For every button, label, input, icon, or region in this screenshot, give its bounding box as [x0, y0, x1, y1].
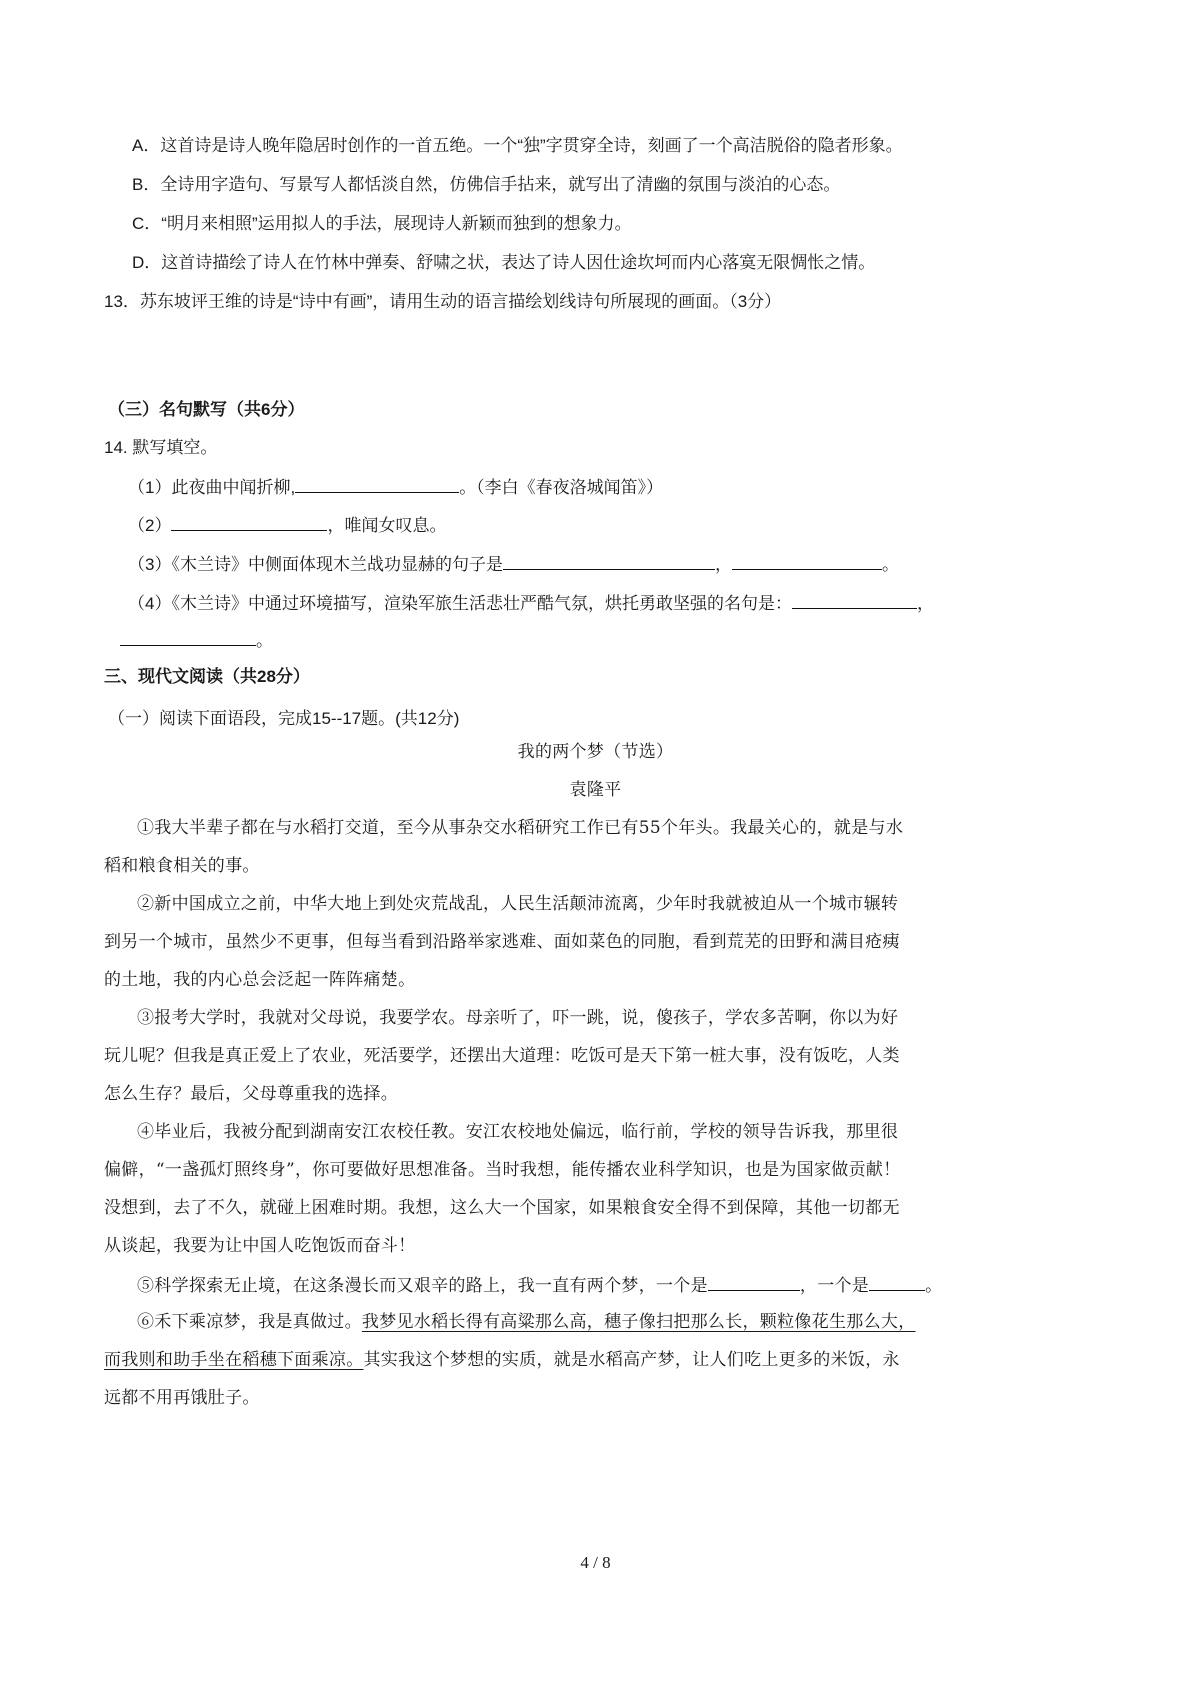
paragraph-6-line-3: 远都不用再饿肚子。 — [104, 1388, 260, 1408]
q14-item-1 — [128, 474, 663, 500]
question-13: 13．苏东坡评王维的诗是“诗中有画”，请用生动的语言描绘划线诗句所展现的画面。（3分） — [104, 292, 782, 311]
q14-item-3-end: 。 — [881, 555, 899, 574]
paragraph-3-line-1: ③报考大学时，我就对父母说，我要学农。母亲听了，吓一跳，说，傻孩子，学农多苦啊，你以为好 — [137, 1008, 899, 1028]
q14-blank-3b[interactable] — [732, 551, 882, 570]
part-3-subtitle: （一）阅读下面语段，完成15--17题。(共12分) — [108, 709, 460, 728]
paragraph-5-end: 。 — [925, 1276, 943, 1296]
article-title: 我的两个梦（节选） — [517, 742, 674, 762]
underlined-sentence-part-2: 而我则和助手坐在稻穗下面乘凉。 — [104, 1350, 364, 1370]
question-14-title: 14. 默写填空。 — [104, 438, 218, 457]
q14-blank-4a[interactable] — [792, 590, 917, 609]
page-number: 4 / 8 — [580, 1553, 611, 1572]
paragraph-2-line-3: 的土地，我的内心总会泛起一阵阵痛楚。 — [104, 970, 416, 990]
q14-item-4-text: （4）《木兰诗》中通过环境描写，渲染军旅生活悲壮严酷气氛，烘托勇敢坚强的名句是： — [128, 594, 792, 613]
paragraph-6-line-1 — [137, 1310, 916, 1334]
paragraph-2-line-2: 到另一个城市，虽然少不更事，但每当看到沿路举家逃难、面如菜色的同胞，看到荒芜的田野和满目疮痍 — [104, 932, 900, 952]
option-b: B．全诗用字造句、写景写人都恬淡自然，仿佛信手拈来，就写出了清幽的氛围与淡泊的心态。 — [132, 175, 841, 194]
q14-blank-4b[interactable] — [120, 627, 256, 646]
article-author: 袁隆平 — [569, 780, 622, 800]
dream-blank-2[interactable] — [869, 1272, 925, 1291]
q14-item-3-mid: ， — [714, 555, 732, 574]
paragraph-6-line-1-a: ⑥禾下乘凉梦，我是真做过。 — [137, 1312, 362, 1332]
option-c: C．“明月来相照”运用拟人的手法，展现诗人新颖而独到的想象力。 — [132, 214, 632, 233]
q14-item-4-end: 。 — [256, 631, 273, 650]
q14-item-1-tail: 。（李白《春夜洛城闻笛》） — [459, 478, 664, 497]
paragraph-4-line-1: ④毕业后，我被分配到湖南安江农校任教。安江农校地处偏远，临行前，学校的领导告诉我，那里很 — [137, 1122, 899, 1142]
q14-item-4 — [128, 590, 934, 616]
paragraph-1-line-1: ①我大半辈子都在与水稻打交道，至今从事杂交水稻研究工作已有55个年头。我最关心的，就是与水 — [137, 818, 904, 838]
paragraph-3-line-3: 怎么生存？最后，父母尊重我的选择。 — [104, 1084, 399, 1104]
q14-item-1-text: （1）此夜曲中闻折柳, — [128, 478, 296, 497]
q14-item-2-tail: ，唯闻女叹息。 — [327, 516, 447, 535]
q14-item-2 — [128, 512, 446, 538]
q14-item-4-comma: ， — [916, 594, 934, 613]
paragraph-6-line-2 — [104, 1348, 900, 1372]
option-d: D．这首诗描绘了诗人在竹林中弹奏、舒啸之状，表达了诗人因仕途坎坷而内心落寞无限惆怅之情。 — [132, 253, 876, 272]
q14-item-2-head: （2） — [128, 516, 172, 535]
q14-blank-2[interactable] — [171, 512, 327, 531]
paragraph-5-mid: ，一个是 — [799, 1276, 870, 1296]
paragraph-5 — [137, 1272, 942, 1298]
q14-item-3-text: （3）《木兰诗》中侧面体现木兰战功显赫的句子是 — [128, 555, 503, 574]
part-3-title: 三、现代文阅读（共28分） — [104, 667, 310, 686]
paragraph-1-line-2: 稻和粮食相关的事。 — [104, 856, 260, 876]
paragraph-4-line-3: 没想到，去了不久，就碰上困难时期。我想，这么大一个国家，如果粮食安全得不到保障，其他一切都无 — [104, 1198, 900, 1218]
q14-item-3 — [128, 551, 899, 577]
q14-blank-3a[interactable] — [503, 551, 715, 570]
paragraph-4-line-2: 偏僻，“一盏孤灯照终身”，你可要做好思想准备。当时我想，能传播农业科学知识，也是为国家做贡献！ — [104, 1160, 901, 1180]
paragraph-2-line-1: ②新中国成立之前，中华大地上到处灾荒战乱，人民生活颠沛流离，少年时我就被迫从一个城市辗转 — [137, 894, 899, 914]
paragraph-4-line-4: 从谈起，我要为让中国人吃饱饭而奋斗！ — [104, 1236, 416, 1256]
q14-blank-1[interactable] — [295, 474, 459, 493]
paragraph-3-line-2: 玩儿呢？但我是真正爱上了农业，死活要学，还摆出大道理：吃饭可是天下第一桩大事，没有饭吃，人类 — [104, 1046, 900, 1066]
underlined-sentence-part-1: 我梦见水稻长得有高粱那么高，穗子像扫把那么长，颗粒像花生那么大， — [361, 1312, 916, 1332]
section-title-mingju: （三）名句默写（共6分） — [108, 400, 305, 419]
q14-item-4-cont — [120, 627, 273, 653]
paragraph-6-line-2-b: 其实我这个梦想的实质，就是水稻高产梦，让人们吃上更多的米饭，永 — [363, 1350, 900, 1370]
option-a: A．这首诗是诗人晚年隐居时创作的一首五绝。一个“独”字贯穿全诗，刻画了一个高洁脱俗的隐者形象。 — [132, 136, 903, 155]
paragraph-5-head: ⑤科学探索无止境，在这条漫长而又艰辛的路上，我一直有两个梦，一个是 — [137, 1276, 708, 1296]
dream-blank-1[interactable] — [708, 1272, 800, 1291]
